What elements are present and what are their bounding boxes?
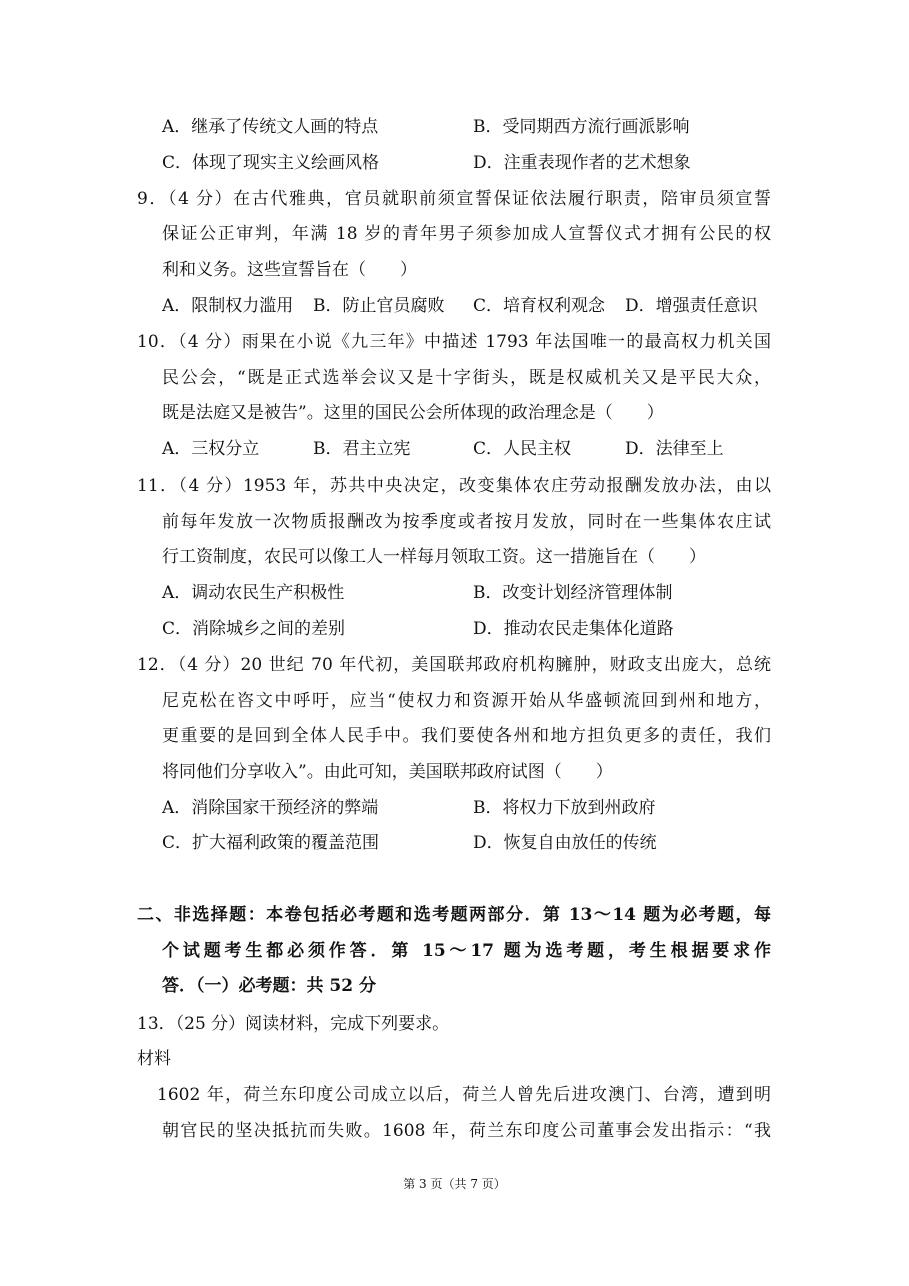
q12-stem-line-1: 12．（4 分）20 世纪 70 年代初，美国联邦政府机构臃肿，财政支出庞大，总统	[137, 655, 771, 675]
q10-option-a: A．三权分立	[162, 439, 260, 459]
q11-option-a: A．调动农民生产积极性	[162, 583, 345, 603]
q10-option-b: B．君主立宪	[313, 439, 411, 459]
q10-option-d: D．法律至上	[625, 439, 724, 459]
q11-option-d: D．推动农民走集体化道路	[473, 619, 674, 639]
q11-option-b: B．改变计划经济管理体制	[473, 583, 673, 603]
section2-heading-line-1: 二、非选择题：本卷包括必考题和选考题两部分．第 13～14 题为必考题，每	[137, 905, 771, 925]
q13-material-label: 材料	[137, 1049, 171, 1069]
q10-stem-line-1: 10．（4 分）雨果在小说《九三年》中描述 1793 年法国唯一的最高权力机关国	[137, 332, 771, 352]
q12-option-c: C．扩大福利政策的覆盖范围	[162, 833, 380, 853]
q9-stem-line-1: 9．（4 分）在古代雅典，官员就职前须宣誓保证依法履行职责，陪审员须宣誓	[137, 189, 771, 209]
q13-stem: 13．（25 分）阅读材料，完成下列要求。	[137, 1014, 450, 1034]
q8-option-c: C．体现了现实主义绘画风格	[162, 153, 380, 173]
q8-option-d: D．注重表现作者的艺术想象	[473, 153, 691, 173]
q9-option-d: D．增强责任意识	[625, 296, 758, 316]
q12-option-b: B．将权力下放到州政府	[473, 798, 656, 818]
q9-option-a: A．限制权力滥用	[162, 296, 294, 316]
q12-option-d: D．恢复自由放任的传统	[473, 833, 657, 853]
q10-stem-line-2: 民公会，“既是正式选举会议又是十字街头，既是权威机关又是平民大众，	[162, 368, 771, 388]
q12-stem-line-3: 更重要的是回到全体人民手中。我们要使各州和地方担负更多的责任，我们	[162, 726, 771, 746]
q9-stem-line-3: 利和义务。这些宣誓旨在（ ）	[162, 260, 417, 280]
section2-heading-line-3: 答．（一）必考题：共 52 分	[162, 976, 376, 996]
q10-stem-line-3: 既是法庭又是被告”。这里的国民公会所体现的政治理念是（ ）	[162, 403, 664, 423]
q9-option-c: C．培育权利观念	[473, 296, 606, 316]
q9-option-b: B．防止官员腐败	[313, 296, 445, 316]
q11-stem-line-1: 11．（4 分）1953 年，苏共中央决定，改变集体农庄劳动报酬发放办法，由以	[137, 476, 771, 496]
q11-stem-line-3: 行工资制度，农民可以像工人一样每月领取工资。这一措施旨在（ ）	[162, 547, 706, 567]
q11-option-c: C．消除城乡之间的差别	[162, 619, 346, 639]
q12-stem-line-2: 尼克松在咨文中呼吁，应当“使权力和资源开始从华盛顿流回到州和地方，	[162, 691, 771, 711]
q8-option-a: A．继承了传统文人画的特点	[162, 117, 379, 137]
section2-heading-line-2: 个试题考生都必须作答．第 15～17 题为选考题，考生根据要求作	[162, 941, 771, 961]
q12-option-a: A．消除国家干预经济的弊端	[162, 798, 379, 818]
q9-stem-line-2: 保证公正审判，年满 18 岁的青年男子须参加成人宣誓仪式才拥有公民的权	[162, 224, 771, 244]
page-footer: 第 3 页（共 7 页）	[403, 1177, 506, 1191]
q11-stem-line-2: 前每年发放一次物质报酬改为按季度或者按月发放，同时在一些集体农庄试	[162, 512, 771, 532]
q13-material-para-line-1: 1602 年，荷兰东印度公司成立以后，荷兰人曾先后进攻澳门、台湾，遭到明	[157, 1085, 771, 1105]
q13-material-para-line-2: 朝官民的坚决抵抗而失败。1608 年，荷兰东印度公司董事会发出指示：“我	[162, 1121, 771, 1141]
q12-stem-line-4: 将同他们分享收入”。由此可知，美国联邦政府试图（ ）	[162, 762, 613, 782]
q8-option-b: B．受同期西方流行画派影响	[473, 117, 690, 137]
q10-option-c: C．人民主权	[473, 439, 572, 459]
